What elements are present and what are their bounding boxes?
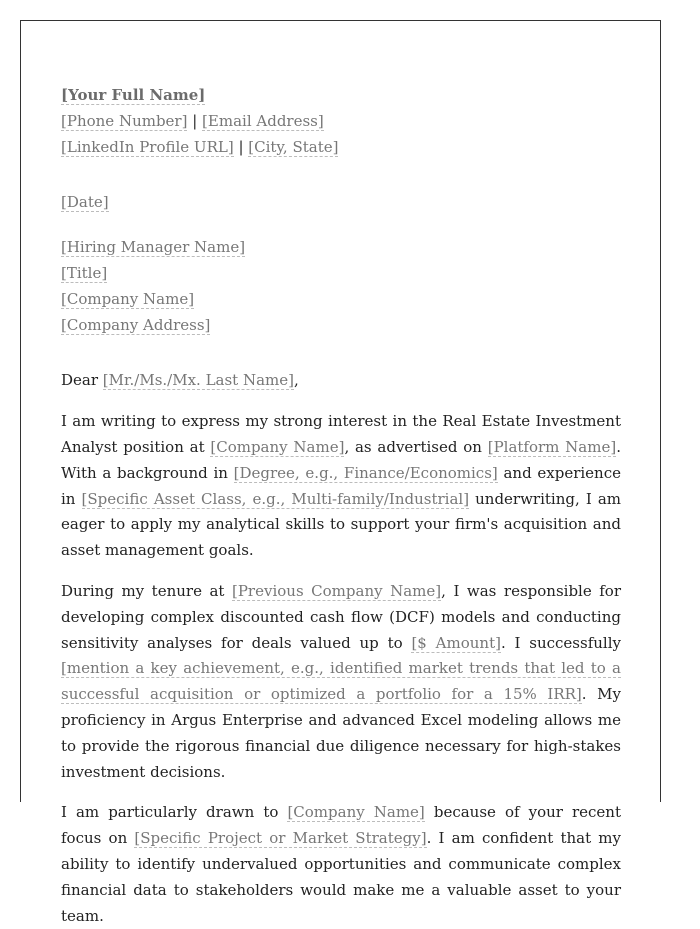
separator: | <box>233 137 249 156</box>
paragraph-text: underwriting, I am eager to apply my analytical skills to support your firm's acquisition and asset management goals. <box>61 489 622 560</box>
salutation <box>61 368 621 394</box>
letter-content <box>61 83 621 929</box>
letter-page <box>20 20 661 925</box>
placeholder-key-achievement[interactable]: [mention a key achievement, e.g., identified market trends that led to a successful acquisition or optimized a portfolio for a 15% IRR] <box>61 659 621 704</box>
paragraph-text: . I am confident that my ability to identify undervalued opportunities and communicate complex financial data to stakeholders would make me a valuable asset to your team. <box>61 829 621 925</box>
paragraph-text: . I successfully <box>500 633 621 652</box>
sender-name[interactable]: [Your Full Name] <box>61 86 206 104</box>
sender-email[interactable]: [Email Address] <box>202 111 324 130</box>
salutation-prefix: Dear <box>61 371 103 390</box>
placeholder-project-strategy[interactable]: [Specific Project or Market Strategy] <box>134 829 427 848</box>
separator: | <box>187 111 203 130</box>
paragraph-2 <box>61 579 621 785</box>
salutation-name[interactable]: [Mr./Ms./Mx. Last Name] <box>102 371 295 390</box>
paragraph-text: , I was responsible for developing complex discounted cash flow (DCF) models and conducting sensitivity analyses for deals valued up to <box>61 581 621 652</box>
recipient-manager[interactable]: [Hiring Manager Name] <box>61 238 246 257</box>
date-block <box>61 190 621 216</box>
paragraph-3 <box>61 800 621 929</box>
paragraph-text: I am writing to express my strong interest in the Real Estate Investment Analyst position at <box>61 412 621 456</box>
placeholder-amount[interactable]: [$ Amount] <box>411 633 501 652</box>
placeholder-company-name[interactable]: [Company Name] <box>210 437 345 456</box>
paragraph-text: . With a background in <box>61 437 621 482</box>
sender-header <box>61 83 621 160</box>
salutation-suffix: , <box>294 371 299 390</box>
paragraph-text: I am particularly drawn to <box>61 803 288 822</box>
paragraph-text: During my tenure at <box>61 581 232 600</box>
sender-phone[interactable]: [Phone Number] <box>61 111 188 130</box>
sender-city-state[interactable]: [City, State] <box>248 137 339 156</box>
letter-date[interactable]: [Date] <box>61 193 109 212</box>
placeholder-asset-class[interactable]: [Specific Asset Class, e.g., Multi-family/Industrial] <box>81 489 470 508</box>
recipient-title[interactable]: [Title] <box>61 263 108 282</box>
recipient-address[interactable]: [Company Address] <box>61 315 211 334</box>
recipient-company[interactable]: [Company Name] <box>61 289 195 308</box>
paragraph-text: , as advertised on <box>344 437 488 456</box>
paragraph-text: . My proficiency in Argus Enterprise and advanced Excel modeling allows me to provide the rigorous financial due diligence necessary for high-stakes investment decisions. <box>61 685 621 781</box>
sender-linkedin[interactable]: [LinkedIn Profile URL] <box>61 137 234 156</box>
placeholder-platform-name[interactable]: [Platform Name] <box>487 437 617 456</box>
paragraph-text: because of your recent focus on <box>61 803 621 848</box>
paragraph-text: and experience in <box>61 463 621 508</box>
placeholder-company-name[interactable]: [Company Name] <box>287 803 425 822</box>
recipient-block <box>61 235 621 338</box>
placeholder-degree[interactable]: [Degree, e.g., Finance/Economics] <box>233 463 498 482</box>
placeholder-previous-company[interactable]: [Previous Company Name] <box>231 581 442 600</box>
paragraph-1 <box>61 409 621 564</box>
